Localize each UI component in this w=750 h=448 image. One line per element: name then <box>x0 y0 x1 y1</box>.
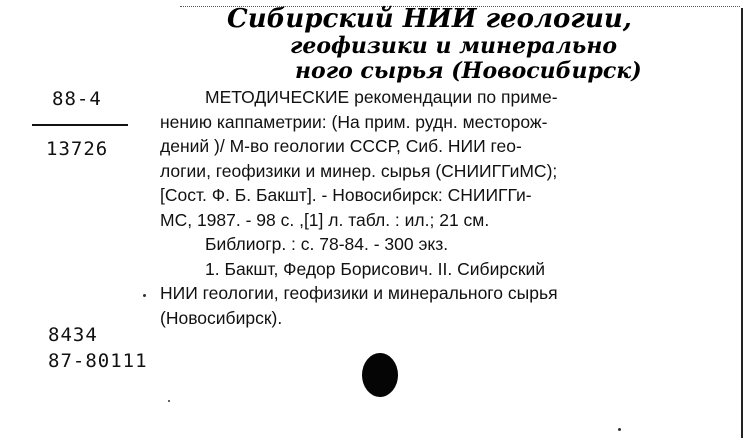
record-line: МЕТОДИЧЕСКИЕ рекомендации по приме- <box>205 87 558 107</box>
handwritten-heading <box>195 0 745 90</box>
record-line: дений )/ М-во геологии СССР, Сиб. НИИ гео- <box>160 136 522 156</box>
handwritten-line-1: Сибирский НИИ геологии, <box>227 4 632 34</box>
shelf-mark: 88-4 <box>52 88 102 110</box>
record-line: нению каппаметрии: (На прим. рудн. месторож- <box>160 111 548 132</box>
inventory-number: 13726 <box>46 138 109 160</box>
registration-number: 87-80111 <box>48 350 148 372</box>
record-line: [Сост. Ф. Б. Бакшт]. - Новосибирск: СНИИГГи- <box>160 185 532 205</box>
record-line: НИИ геологии, геофизики и минерального сырья <box>160 283 558 303</box>
record-line: Библиогр. : с. 78-84. - 300 экз. <box>205 234 449 254</box>
bibliographic-record <box>160 85 720 330</box>
shelf-mark-rule <box>32 124 128 126</box>
code-number: 8434 <box>48 324 98 346</box>
record-line: 1. Бакшт, Федор Борисович. II. Сибирский <box>205 258 546 279</box>
record-line: (Новосибирск). <box>160 307 283 328</box>
record-line: логии, геофизики и минер. сырья (СНИИГГиМС); <box>160 160 558 181</box>
ink-speck <box>168 400 170 402</box>
ink-speck <box>143 294 146 297</box>
card-punch-hole <box>362 353 398 397</box>
handwritten-line-2: геофизики и минерально <box>290 33 618 59</box>
ink-speck <box>618 428 621 431</box>
record-line: МС, 1987. - 98 с. ,[1] л. табл. : ил.; 21 см. <box>160 209 490 230</box>
handwritten-line-3: ного сырья (Новосибирск) <box>295 58 642 84</box>
